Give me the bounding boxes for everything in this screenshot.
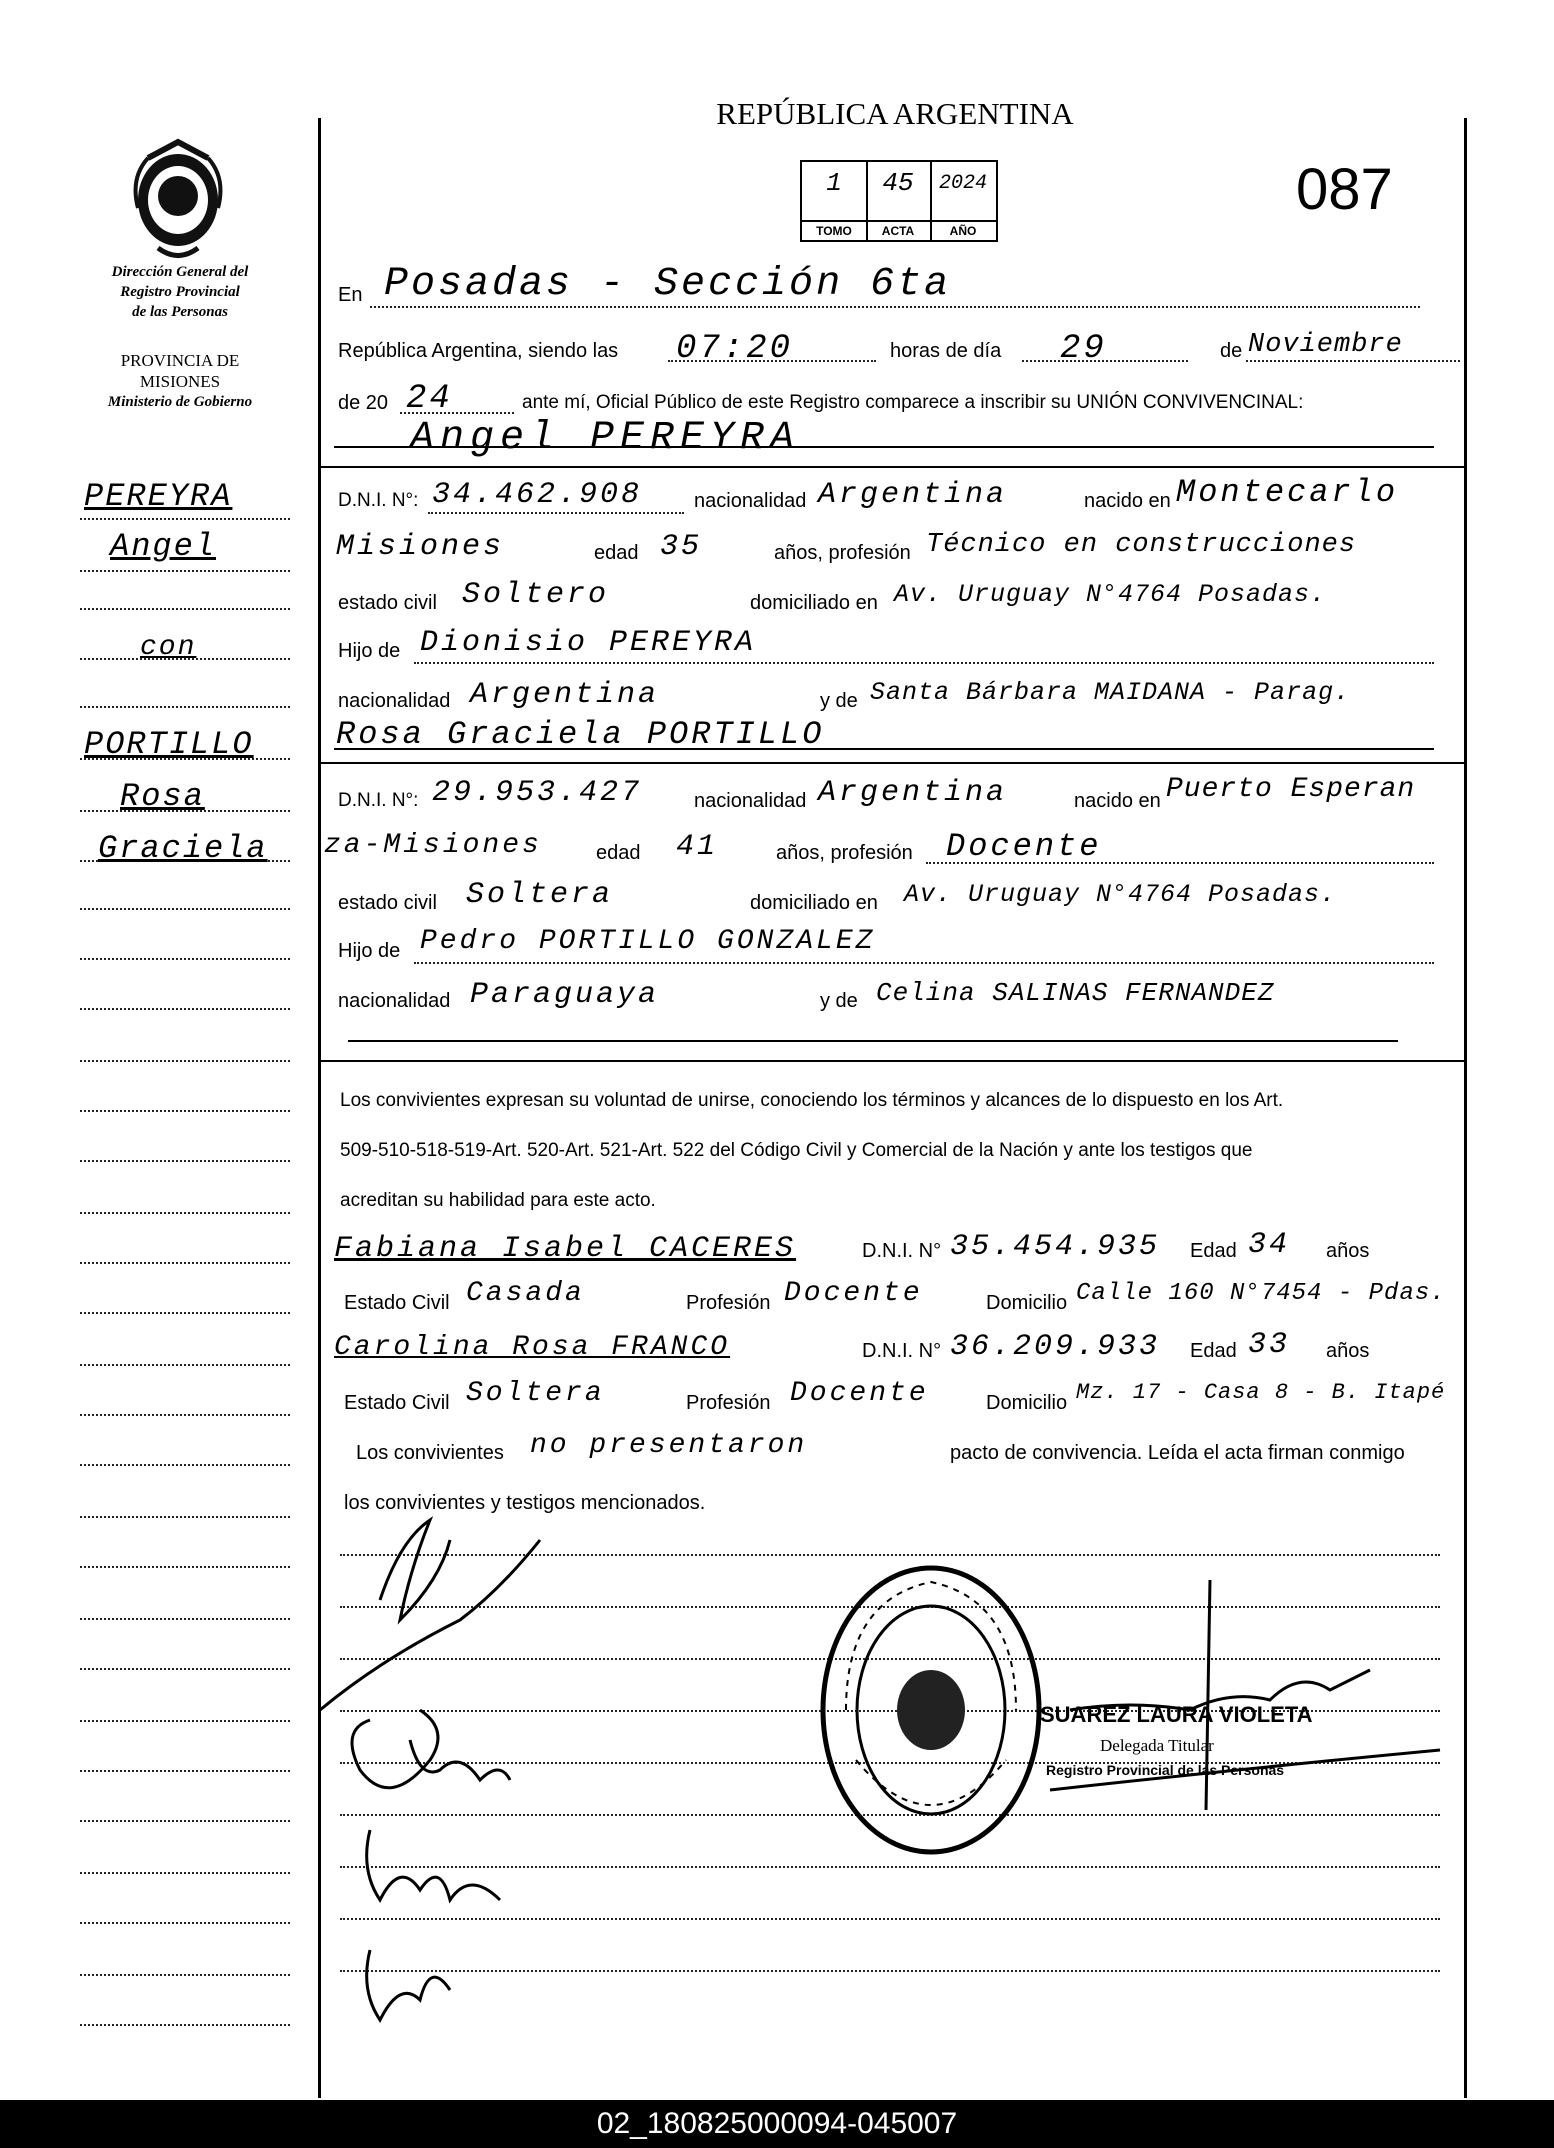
side-name: Graciela [98,830,268,867]
p2-madre: Celina SALINAS FERNANDEZ [876,978,1275,1008]
anio-value: 2024 [938,172,987,195]
p2-estado-civil: Soltera [466,878,614,912]
w1-estado-civil: Casada [466,1278,585,1309]
side-line [80,958,290,960]
p2-prof-label: años, profesión [776,842,913,864]
p1-madre: Santa Bárbara MAIDANA - Parag. [870,678,1351,707]
side-line [80,1974,290,1976]
side-line [80,1008,290,1010]
side-line [80,1262,290,1264]
w1-prof-label: Profesión [686,1292,771,1314]
w2-dni: 36.209.933 [950,1330,1161,1364]
p2-hijo-label: Hijo de [338,940,401,962]
declaration-line: Los convivientes expresan su voluntad de unirse, conociendo los términos y alcances de lo dispuesto en los Art. [340,1090,1284,1111]
month-value: Noviembre [1248,330,1403,360]
p1-hijo-label: Hijo de [338,640,401,662]
p2-nac-label: nacionalidad [694,790,807,812]
pact-line2: los convivientes y testigos mencionados. [344,1492,706,1514]
province-name [60,350,300,413]
side-name: Rosa [120,778,205,815]
acta-label: ACTA [866,220,930,240]
year-prefix: de 20 [338,392,389,414]
province-line: PROVINCIA DE [120,351,240,370]
p2-padre: Pedro PORTILLO GONZALEZ [420,926,876,957]
p1-dni: 34.462.908 [432,478,643,512]
org-line: Dirección General del [111,264,249,280]
w2-anos-label: años [1326,1340,1370,1362]
declaration-line: 509-510-518-519-Art. 520-Art. 521-Art. 522 del Código Civil y Comercial de la Nación y ante los testigos que [340,1140,1253,1161]
p1-profesion: Técnico en construcciones [926,530,1357,560]
p2-domicilio: Av. Uruguay N°4764 Posadas. [904,880,1337,909]
acta-value: 45 [882,168,914,198]
officer-signature [1030,1580,1450,1820]
side-line [80,1922,290,1924]
p2-nacido-cont: za-Misiones [324,830,542,861]
w1-dni-label: D.N.I. N° [862,1240,942,1262]
side-line [80,908,290,910]
p1-domicilio: Av. Uruguay N°4764 Posadas. [894,580,1327,609]
p1-padre: Dionisio PEREYRA [420,626,757,660]
w2-estado-civil: Soltera [466,1378,605,1409]
p1-civil-label: estado civil [338,592,437,614]
statement: ante mí, Oficial Público de este Registro comparece a inscribir su UNIÓN CONVIVENCINAL: [522,392,1304,413]
de-label: de [1220,340,1243,362]
p1-dni-line [428,512,684,514]
day-value: 29 [1060,330,1107,368]
w1-domic-label: Domicilio [986,1292,1068,1314]
w2-profesion: Docente [790,1378,929,1409]
p2-nacionalidad: Argentina [818,776,1008,810]
w2-name: Carolina Rosa FRANCO [334,1332,731,1363]
side-name: con [140,632,197,663]
section-divider [320,466,1466,468]
act-number: 087 [1296,157,1393,222]
registry-stamp [816,1560,1046,1860]
acta-cell [866,162,932,240]
p2-edad: 41 [676,830,719,864]
tomo-cell [802,162,868,240]
w2-domicilio: Mz. 17 - Casa 8 - B. Itapé [1076,1380,1446,1405]
p1-nacido-label: nacido en [1084,490,1171,512]
p2-nacido: Puerto Esperan [1166,774,1416,805]
p2-dni-label: D.N.I. N°: [338,790,419,811]
side-line [80,1110,290,1112]
side-line [80,1720,290,1722]
side-line [80,1060,290,1062]
year-value: 24 [406,380,453,418]
p1-dni-label: D.N.I. N°: [338,490,419,511]
side-line [80,608,290,610]
w1-anos-label: años [1326,1240,1370,1262]
side-line [80,1414,290,1416]
document-code: 02_180825000094-045007 [0,2100,1554,2148]
w1-name: Fabiana Isabel CACERES [334,1232,797,1266]
p1-domic-label: domiciliado en [750,592,878,614]
p2-nacido-label: nacido en [1074,790,1161,812]
officer-org: Registro Provincial de las Personas [1046,1762,1285,1778]
country-title: REPÚBLICA ARGENTINA [716,96,1074,131]
p2-padre-line [414,962,1434,964]
anio-label: AÑO [930,220,996,240]
side-line [80,1160,290,1162]
tomo-label: TOMO [802,220,866,240]
side-line [80,518,290,520]
p2-blank-line [348,1040,1398,1042]
side-line [80,706,290,708]
p2-dni: 29.953.427 [432,776,643,810]
side-line [80,570,290,572]
side-line [80,1566,290,1568]
org-line: Registro Provincial [120,284,240,300]
w1-dni: 35.454.935 [950,1230,1161,1264]
section-divider [320,1060,1466,1062]
p1-nac2-label: nacionalidad [338,690,451,712]
w1-edad: 34 [1248,1228,1291,1262]
w1-domicilio: Calle 160 N°7454 - Pdas. [1076,1280,1446,1307]
applicant-name: Angel PEREYRA [410,416,801,461]
province-line: MISIONES [139,372,221,391]
p1-estado-civil: Soltero [462,578,610,612]
ministry-name: Ministerio de Gobierno [107,394,253,410]
horas-label: horas de día [890,340,1002,362]
republica-label: República Argentina, siendo las [338,340,619,362]
side-name: PEREYRA [84,478,233,515]
officer-name: SUAREZ LAURA VIOLETA [1040,1702,1313,1727]
tomo-value: 1 [826,168,842,198]
section-divider [320,762,1466,764]
p2-nac2-label: nacionalidad [338,990,451,1012]
side-line [80,1212,290,1214]
side-line [80,2024,290,2026]
p1-nacido: Montecarlo [1176,474,1399,511]
side-line [80,1618,290,1620]
hour-value: 07:20 [676,330,794,368]
month-line [1246,360,1460,362]
side-line [80,1312,290,1314]
officer-title: Delegada Titular [1100,1736,1214,1755]
side-line [80,1770,290,1772]
p1-madre-cont: Rosa Graciela PORTILLO [336,716,825,753]
w2-civil-label: Estado Civil [344,1392,450,1414]
w1-edad-label: Edad [1190,1240,1237,1262]
place-value: Posadas - Sección 6ta [384,262,952,307]
province-seal-icon [128,138,228,268]
p1-edad-label: edad [594,542,639,564]
p1-edad: 35 [660,530,703,564]
p1-prof-label: años, profesión [774,542,911,564]
declaration-line: acreditan su habilidad para este acto. [340,1190,656,1211]
anio-cell [930,162,996,240]
p1-padre-line [414,662,1434,664]
w2-dni-label: D.N.I. N° [862,1340,942,1362]
p2-civil-label: estado civil [338,892,437,914]
org-name [60,262,300,322]
side-name: PORTILLO [84,726,254,763]
p1-nacido-cont: Misiones [336,530,505,564]
side-line [80,1464,290,1466]
side-line [80,1668,290,1670]
p1-yde-label: y de [820,690,858,712]
p1-nacionalidad: Argentina [818,478,1008,512]
org-line: de las Personas [132,304,228,320]
witness-signatures [300,1480,560,2040]
p2-padre-nac: Paraguaya [470,978,660,1012]
p2-profesion: Docente [946,828,1102,865]
w2-domic-label: Domicilio [986,1392,1068,1414]
w1-profesion: Docente [784,1278,923,1309]
right-border-line [1464,118,1467,2098]
pact-prefix: Los convivientes [356,1442,504,1464]
register-box [800,160,998,242]
p1-padre-nac: Argentina [470,678,660,712]
w2-edad-label: Edad [1190,1340,1237,1362]
w2-prof-label: Profesión [686,1392,771,1414]
en-label: En [338,284,363,306]
p2-domic-label: domiciliado en [750,892,878,914]
side-line [80,1820,290,1822]
side-name: Angel [110,528,217,565]
w1-civil-label: Estado Civil [344,1292,450,1314]
p2-yde-label: y de [820,990,858,1012]
side-line [80,1872,290,1874]
pact-value: no presentaron [530,1430,808,1461]
w2-edad: 33 [1248,1328,1291,1362]
p2-edad-label: edad [596,842,641,864]
p1-nac-label: nacionalidad [694,490,807,512]
side-line [80,1364,290,1366]
pact-suffix: pacto de convivencia. Leída el acta firman conmigo [950,1442,1405,1464]
side-line [80,1516,290,1518]
